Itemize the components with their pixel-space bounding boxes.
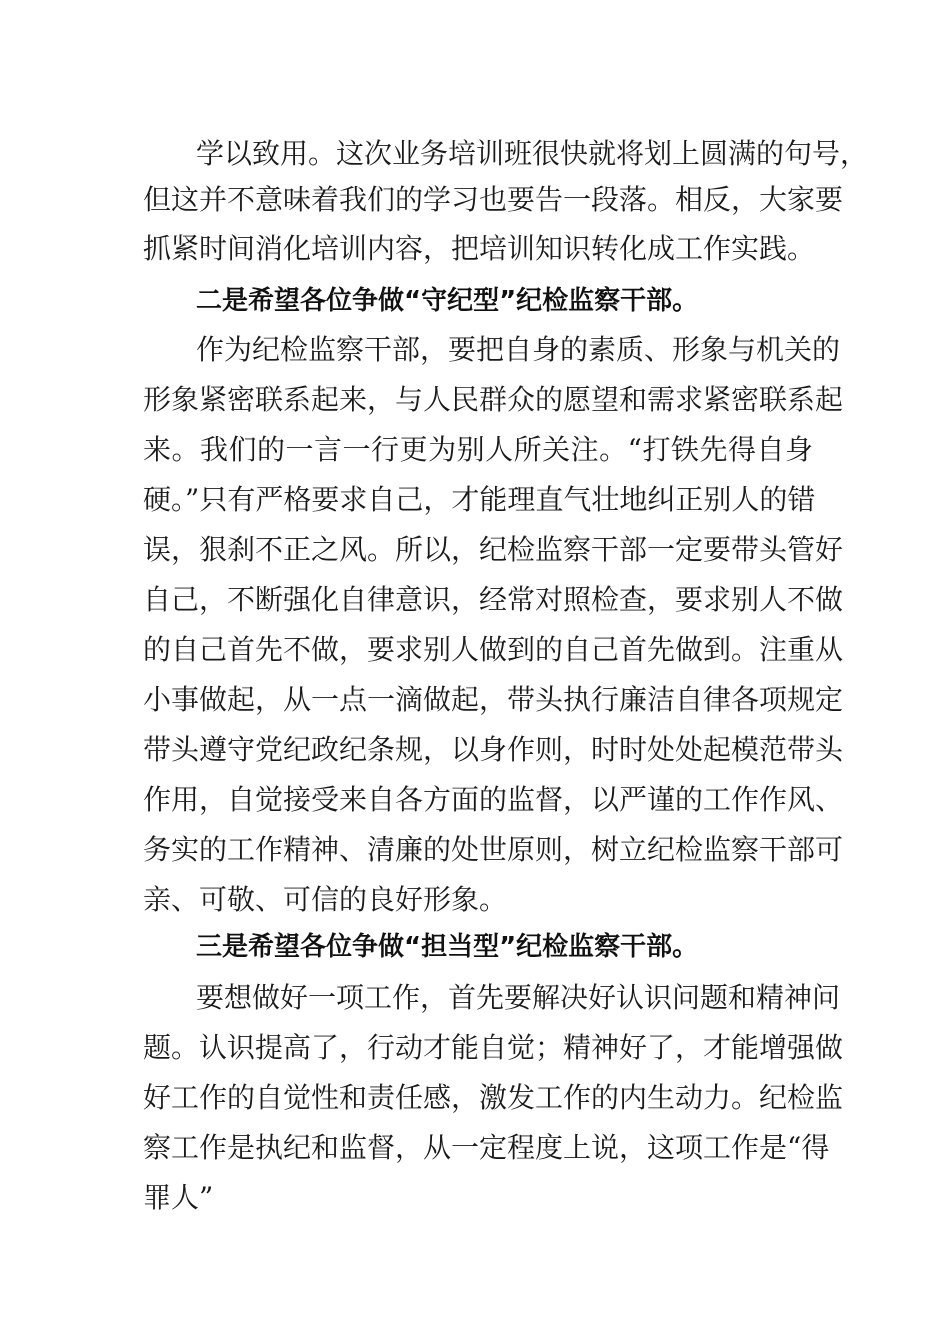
paragraph-2-line-8: 小事做起，从一点一滴做起，带头执行廉洁自律各项规定 — [143, 683, 844, 716]
paragraph-1-line-3: 抓紧时间消化培训内容，把培训知识转化成工作实践。 — [143, 232, 816, 265]
paragraph-2-line-6: 自己，不断强化自律意识，经常对照检查，要求别人不做 — [143, 583, 844, 616]
paragraph-2-line-4: 硬。”只有严格要求自己，才能理直气壮地纠正别人的错 — [143, 483, 816, 516]
paragraph-2-line-11: 务实的工作精神、清廉的处世原则，树立纪检监察干部可 — [143, 833, 844, 866]
paragraph-2-line-1: 作为纪检监察干部，要把自身的素质、形象与机关的 — [196, 333, 841, 366]
paragraph-2-line-3: 来。我们的一言一行更为别人所关注。“打铁先得自身 — [143, 433, 813, 466]
paragraph-2-line-5: 误，狠刹不正之风。所以，纪检监察干部一定要带头管好 — [143, 533, 844, 566]
paragraph-3-line-4: 察工作是执纪和监督，从一定程度上说，这项工作是“得 — [143, 1131, 830, 1164]
paragraph-2-line-12: 亲、可敬、可信的良好形象。 — [143, 883, 508, 916]
paragraph-3-line-3: 好工作的自觉性和责任感，激发工作的内生动力。纪检监 — [143, 1081, 844, 1114]
paragraph-1-line-2: 但这并不意味着我们的学习也要告一段落。相反，大家要 — [143, 183, 844, 216]
paragraph-1-line-1: 学以致用。这次业务培训班很快就将划上圆满的句号， — [196, 137, 869, 170]
paragraph-3-line-2: 题。认识提高了，行动才能自觉；精神好了，才能增强做 — [143, 1031, 844, 1064]
paragraph-2-line-7: 的自己首先不做，要求别人做到的自己首先做到。注重从 — [143, 633, 844, 666]
paragraph-2-line-10: 作用，自觉接受来自各方面的监督，以严谨的工作作风、 — [143, 783, 844, 816]
section-heading-3: 三是希望各位争做“担当型”纪检监察干部。 — [196, 932, 699, 962]
paragraph-2-line-9: 带头遵守党纪政纪条规，以身作则，时时处处起模范带头 — [143, 733, 844, 766]
section-heading-2: 二是希望各位争做“守纪型”纪检监察干部。 — [196, 286, 699, 316]
paragraph-3-line-1: 要想做好一项工作，首先要解决好认识问题和精神问 — [196, 981, 841, 1014]
paragraph-3-line-5: 罪人” — [143, 1181, 214, 1214]
paragraph-2-line-2: 形象紧密联系起来，与人民群众的愿望和需求紧密联系起 — [143, 383, 844, 416]
